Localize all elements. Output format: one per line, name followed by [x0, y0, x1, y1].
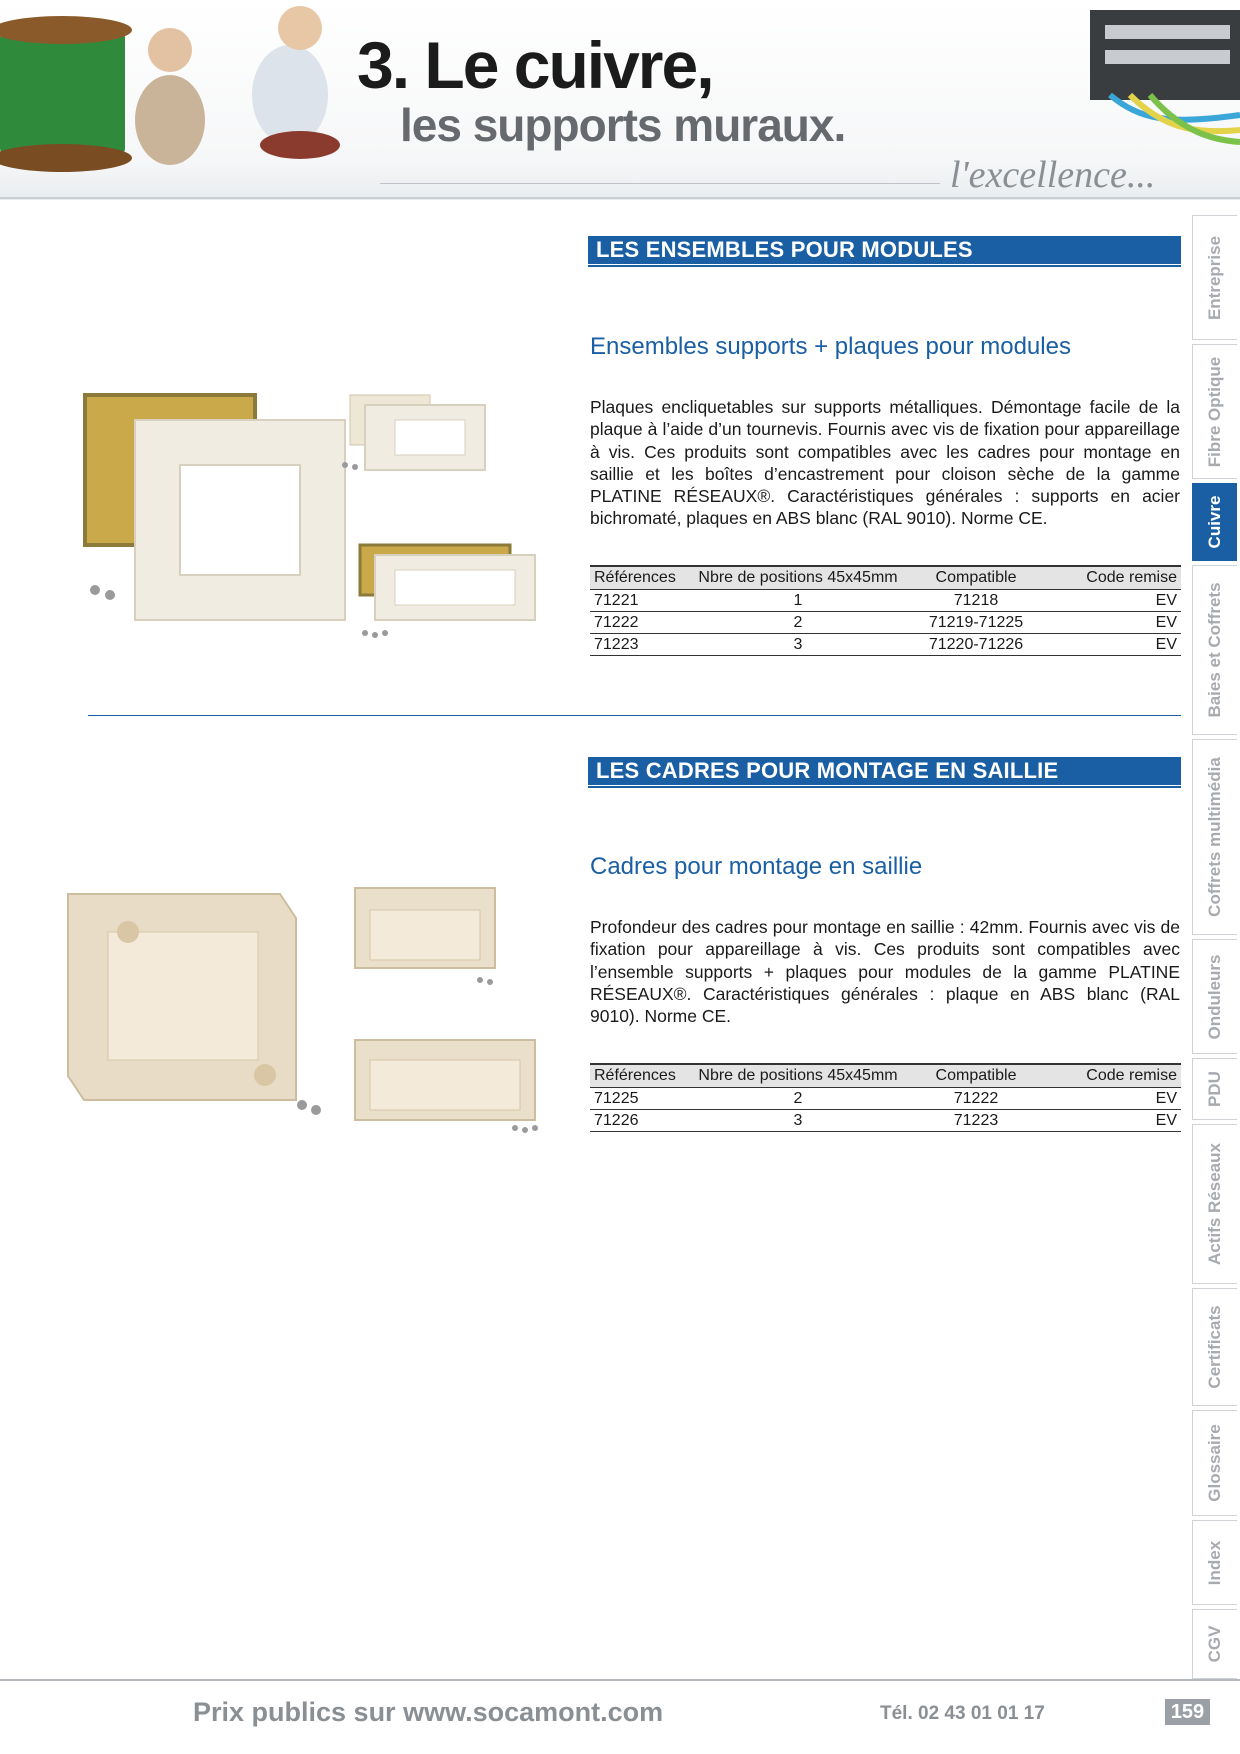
table-row	[590, 612, 1181, 634]
tab-label: Actifs Réseaux	[1205, 1143, 1224, 1265]
section-bar-cadres: LES CADRES POUR MONTAGE EN SAILLIE	[588, 757, 1181, 785]
cell-code: EV	[1050, 590, 1181, 612]
table-row	[590, 1110, 1181, 1132]
references-table-modules	[590, 565, 1181, 656]
product-image-cadres	[60, 880, 550, 1140]
cadre-single-inner	[108, 932, 258, 1060]
cell-reference: 71221	[590, 590, 694, 612]
col-references: Références	[590, 566, 694, 590]
plate-double-opening	[395, 420, 465, 455]
col-positions: Nbre de positions 45x45mm	[694, 566, 902, 590]
tab-onduleurs[interactable]	[1192, 939, 1237, 1054]
plate-opening	[180, 465, 300, 575]
tab-label: Fibre Optique	[1205, 356, 1224, 467]
cell-compatible: 71222	[902, 1088, 1050, 1110]
header-photo-patch-panel	[1080, 0, 1240, 150]
tab-certificats[interactable]	[1192, 1288, 1237, 1406]
tab-label: Cuivre	[1205, 495, 1224, 549]
tab-label: Index	[1205, 1540, 1224, 1585]
tab-label: PDU	[1205, 1071, 1224, 1107]
cell-compatible: 71219-71225	[902, 612, 1050, 634]
table-header-row	[590, 1064, 1181, 1088]
cell-positions: 2	[694, 612, 902, 634]
tab-fibre-optique[interactable]	[1192, 344, 1237, 479]
section-description-cadres: Profondeur des cadres pour montage en saillie : 42mm. Fournis avec vis de fixation pour appareillage à vis. Ces produits sont compatibles avec l’ensemble supports + plaques pour modules de la gamme PLATINE RÉSEAUX®. Caractéristiques générales : plaque en ABS blanc (RAL 9010). Norme CE.	[590, 917, 1180, 1027]
col-code-remise: Code remise	[1050, 566, 1181, 590]
cell-positions: 3	[694, 634, 902, 656]
header-rule	[380, 183, 940, 184]
child-right-head	[278, 6, 322, 50]
cell-compatible: 71223	[902, 1110, 1050, 1132]
patch-port-row	[1105, 50, 1230, 64]
cell-reference: 71225	[590, 1088, 694, 1110]
references-table-cadres	[590, 1063, 1181, 1132]
tab-pdu[interactable]	[1192, 1058, 1237, 1120]
child-left	[135, 75, 205, 165]
tab-coffrets-multimedia[interactable]	[1192, 739, 1237, 935]
plate-triple-opening	[395, 570, 515, 605]
cadre-hole	[117, 921, 139, 943]
cell-reference: 71223	[590, 634, 694, 656]
header-divider	[0, 197, 1240, 199]
patch-port-row	[1105, 25, 1230, 39]
cell-compatible: 71220-71226	[902, 634, 1050, 656]
tagline: l'excellence...	[950, 154, 1156, 196]
section-divider	[88, 715, 1181, 716]
footer-phone: Tél. 02 43 01 01 17	[880, 1703, 1045, 1724]
cell-reference: 71226	[590, 1110, 694, 1132]
tab-label: Certificats	[1205, 1305, 1224, 1389]
cadre-triple-inner	[370, 1060, 520, 1110]
cadre-hole	[254, 1064, 276, 1086]
section-subtitle-cadres: Cadres pour montage en saillie	[590, 853, 923, 880]
cell-code: EV	[1050, 634, 1181, 656]
tab-index[interactable]	[1192, 1520, 1237, 1605]
header-photo-children	[0, 0, 370, 180]
child-right-legs	[260, 131, 340, 159]
cell-positions: 2	[694, 1088, 902, 1110]
cell-reference: 71222	[590, 612, 694, 634]
page-number: 159	[1165, 1699, 1210, 1725]
section-bar-modules: LES ENSEMBLES POUR MODULES	[588, 236, 1181, 264]
tab-actifs-reseaux[interactable]	[1192, 1124, 1237, 1284]
footer-divider	[0, 1679, 1240, 1681]
section-subtitle-modules: Ensembles supports + plaques pour modules	[590, 333, 1071, 360]
tab-label: Baies et Coffrets	[1205, 582, 1224, 718]
cell-code: EV	[1050, 1088, 1181, 1110]
cell-code: EV	[1050, 612, 1181, 634]
col-compatible: Compatible	[902, 1064, 1050, 1088]
product-image-support-plates	[75, 375, 545, 655]
tab-label: Glossaire	[1205, 1424, 1224, 1502]
section-description-modules: Plaques encliquetables sur supports métalliques. Démontage facile de la plaque à l’aide d’un tournevis. Fournis avec vis de fixation pour appareillage à vis. Ces produits sont compatibles avec les cadres pour montage en saillie et les boîtes d’encastrement pour cloison sèche de la gamme PLATINE RÉSEAUX®. Caractéristiques générales : supports en acier bichromaté, plaques en ABS blanc (RAL 9010). Norme CE.	[590, 397, 1180, 529]
cell-positions: 1	[694, 590, 902, 612]
table-row	[590, 1088, 1181, 1110]
tab-cuivre[interactable]	[1192, 483, 1237, 561]
cadre-double-inner	[370, 910, 480, 960]
col-references: Références	[590, 1064, 694, 1088]
tab-label: Onduleurs	[1205, 953, 1224, 1040]
tab-baies-et-coffrets[interactable]	[1192, 565, 1237, 735]
table-row	[590, 634, 1181, 656]
col-positions: Nbre de positions 45x45mm	[694, 1064, 902, 1088]
tab-label: Entreprise	[1205, 235, 1224, 320]
cell-code: EV	[1050, 1110, 1181, 1132]
child-left-head	[148, 28, 192, 72]
page-title: 3. Le cuivre,	[357, 28, 713, 102]
col-compatible: Compatible	[902, 566, 1050, 590]
tab-label: CGV	[1205, 1625, 1224, 1663]
footer-prices-link[interactable]: Prix publics sur www.socamont.com	[193, 1697, 664, 1727]
tab-entreprise[interactable]	[1192, 215, 1237, 340]
table-header-row	[590, 566, 1181, 590]
col-code-remise: Code remise	[1050, 1064, 1181, 1088]
cell-positions: 3	[694, 1110, 902, 1132]
child-right	[252, 45, 328, 145]
cell-compatible: 71218	[902, 590, 1050, 612]
tab-cgv[interactable]	[1192, 1609, 1237, 1679]
page-subtitle: les supports muraux.	[400, 99, 846, 151]
cable-reel	[0, 28, 125, 158]
table-row	[590, 590, 1181, 612]
tab-glossaire[interactable]	[1192, 1410, 1237, 1516]
tab-label: Coffrets multimédia	[1205, 757, 1224, 917]
page-header	[0, 0, 1240, 200]
